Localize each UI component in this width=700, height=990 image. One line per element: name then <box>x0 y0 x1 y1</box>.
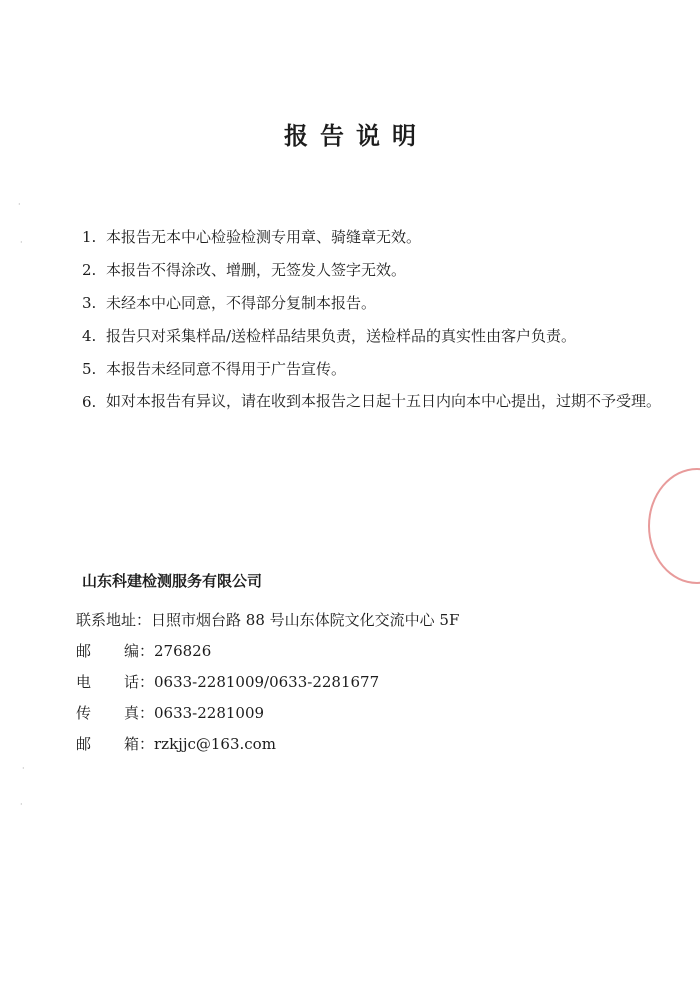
postcode-row <box>76 636 596 667</box>
label-char: 邮 <box>76 735 92 753</box>
address-value: 日照市烟台路 88 号山东体院文化交流中心 5F <box>151 611 460 629</box>
list-item <box>82 354 662 384</box>
page-title: 报告说明 <box>284 121 428 150</box>
list-item <box>82 321 662 351</box>
list-item <box>82 255 662 285</box>
list-item <box>82 222 662 252</box>
email-value: rzkjjc@163.com <box>154 735 276 753</box>
scan-speck: · <box>22 764 25 773</box>
email-label <box>76 729 154 760</box>
phone-row <box>76 667 596 698</box>
label-char: 编： <box>123 642 154 660</box>
company-name: 山东科建检测服务有限公司 <box>82 572 263 590</box>
label-char: 话： <box>123 673 154 691</box>
phone-label <box>76 667 154 698</box>
note-text: 报告只对采集样品/送检样品结果负责，送检样品的真实性由客户负责。 <box>106 327 577 345</box>
notes-list <box>82 222 662 420</box>
fax-row <box>76 698 596 729</box>
label-char: 真： <box>123 704 154 722</box>
note-text: 本报告无本中心检验检测专用章、骑缝章无效。 <box>106 228 422 246</box>
note-number: 5. <box>82 360 97 378</box>
note-number: 6. <box>82 393 97 411</box>
scan-speck: · <box>20 238 23 247</box>
note-number: 2. <box>82 261 97 279</box>
contact-block <box>76 605 596 760</box>
postcode-label <box>76 636 154 667</box>
postcode-value: 276826 <box>154 642 212 660</box>
list-item <box>82 387 662 417</box>
address-row <box>76 605 596 636</box>
address-label: 联系地址： <box>76 611 152 629</box>
note-text: 未经本中心同意，不得部分复制本报告。 <box>106 294 377 312</box>
fax-value: 0633-2281009 <box>154 704 265 722</box>
label-char: 邮 <box>76 642 92 660</box>
label-char: 箱： <box>123 735 154 753</box>
email-row <box>76 729 596 760</box>
note-text: 本报告未经同意不得用于广告宣传。 <box>106 360 347 378</box>
note-number: 4. <box>82 327 97 345</box>
note-number: 3. <box>82 294 97 312</box>
list-item <box>82 288 662 318</box>
phone-value: 0633-2281009/0633-2281677 <box>154 673 380 691</box>
note-text: 本报告不得涂改、增删，无签发人签字无效。 <box>106 261 407 279</box>
label-char: 电 <box>76 673 92 691</box>
note-number: 1. <box>82 228 97 246</box>
seal-stamp-edge <box>648 468 700 584</box>
label-char: 传 <box>76 704 92 722</box>
scan-speck: · <box>20 800 23 809</box>
note-text: 如对本报告有异议，请在收到本报告之日起十五日内向本中心提出，过期不予受理。 <box>106 392 662 410</box>
scan-speck: · <box>18 200 21 209</box>
fax-label <box>76 698 154 729</box>
